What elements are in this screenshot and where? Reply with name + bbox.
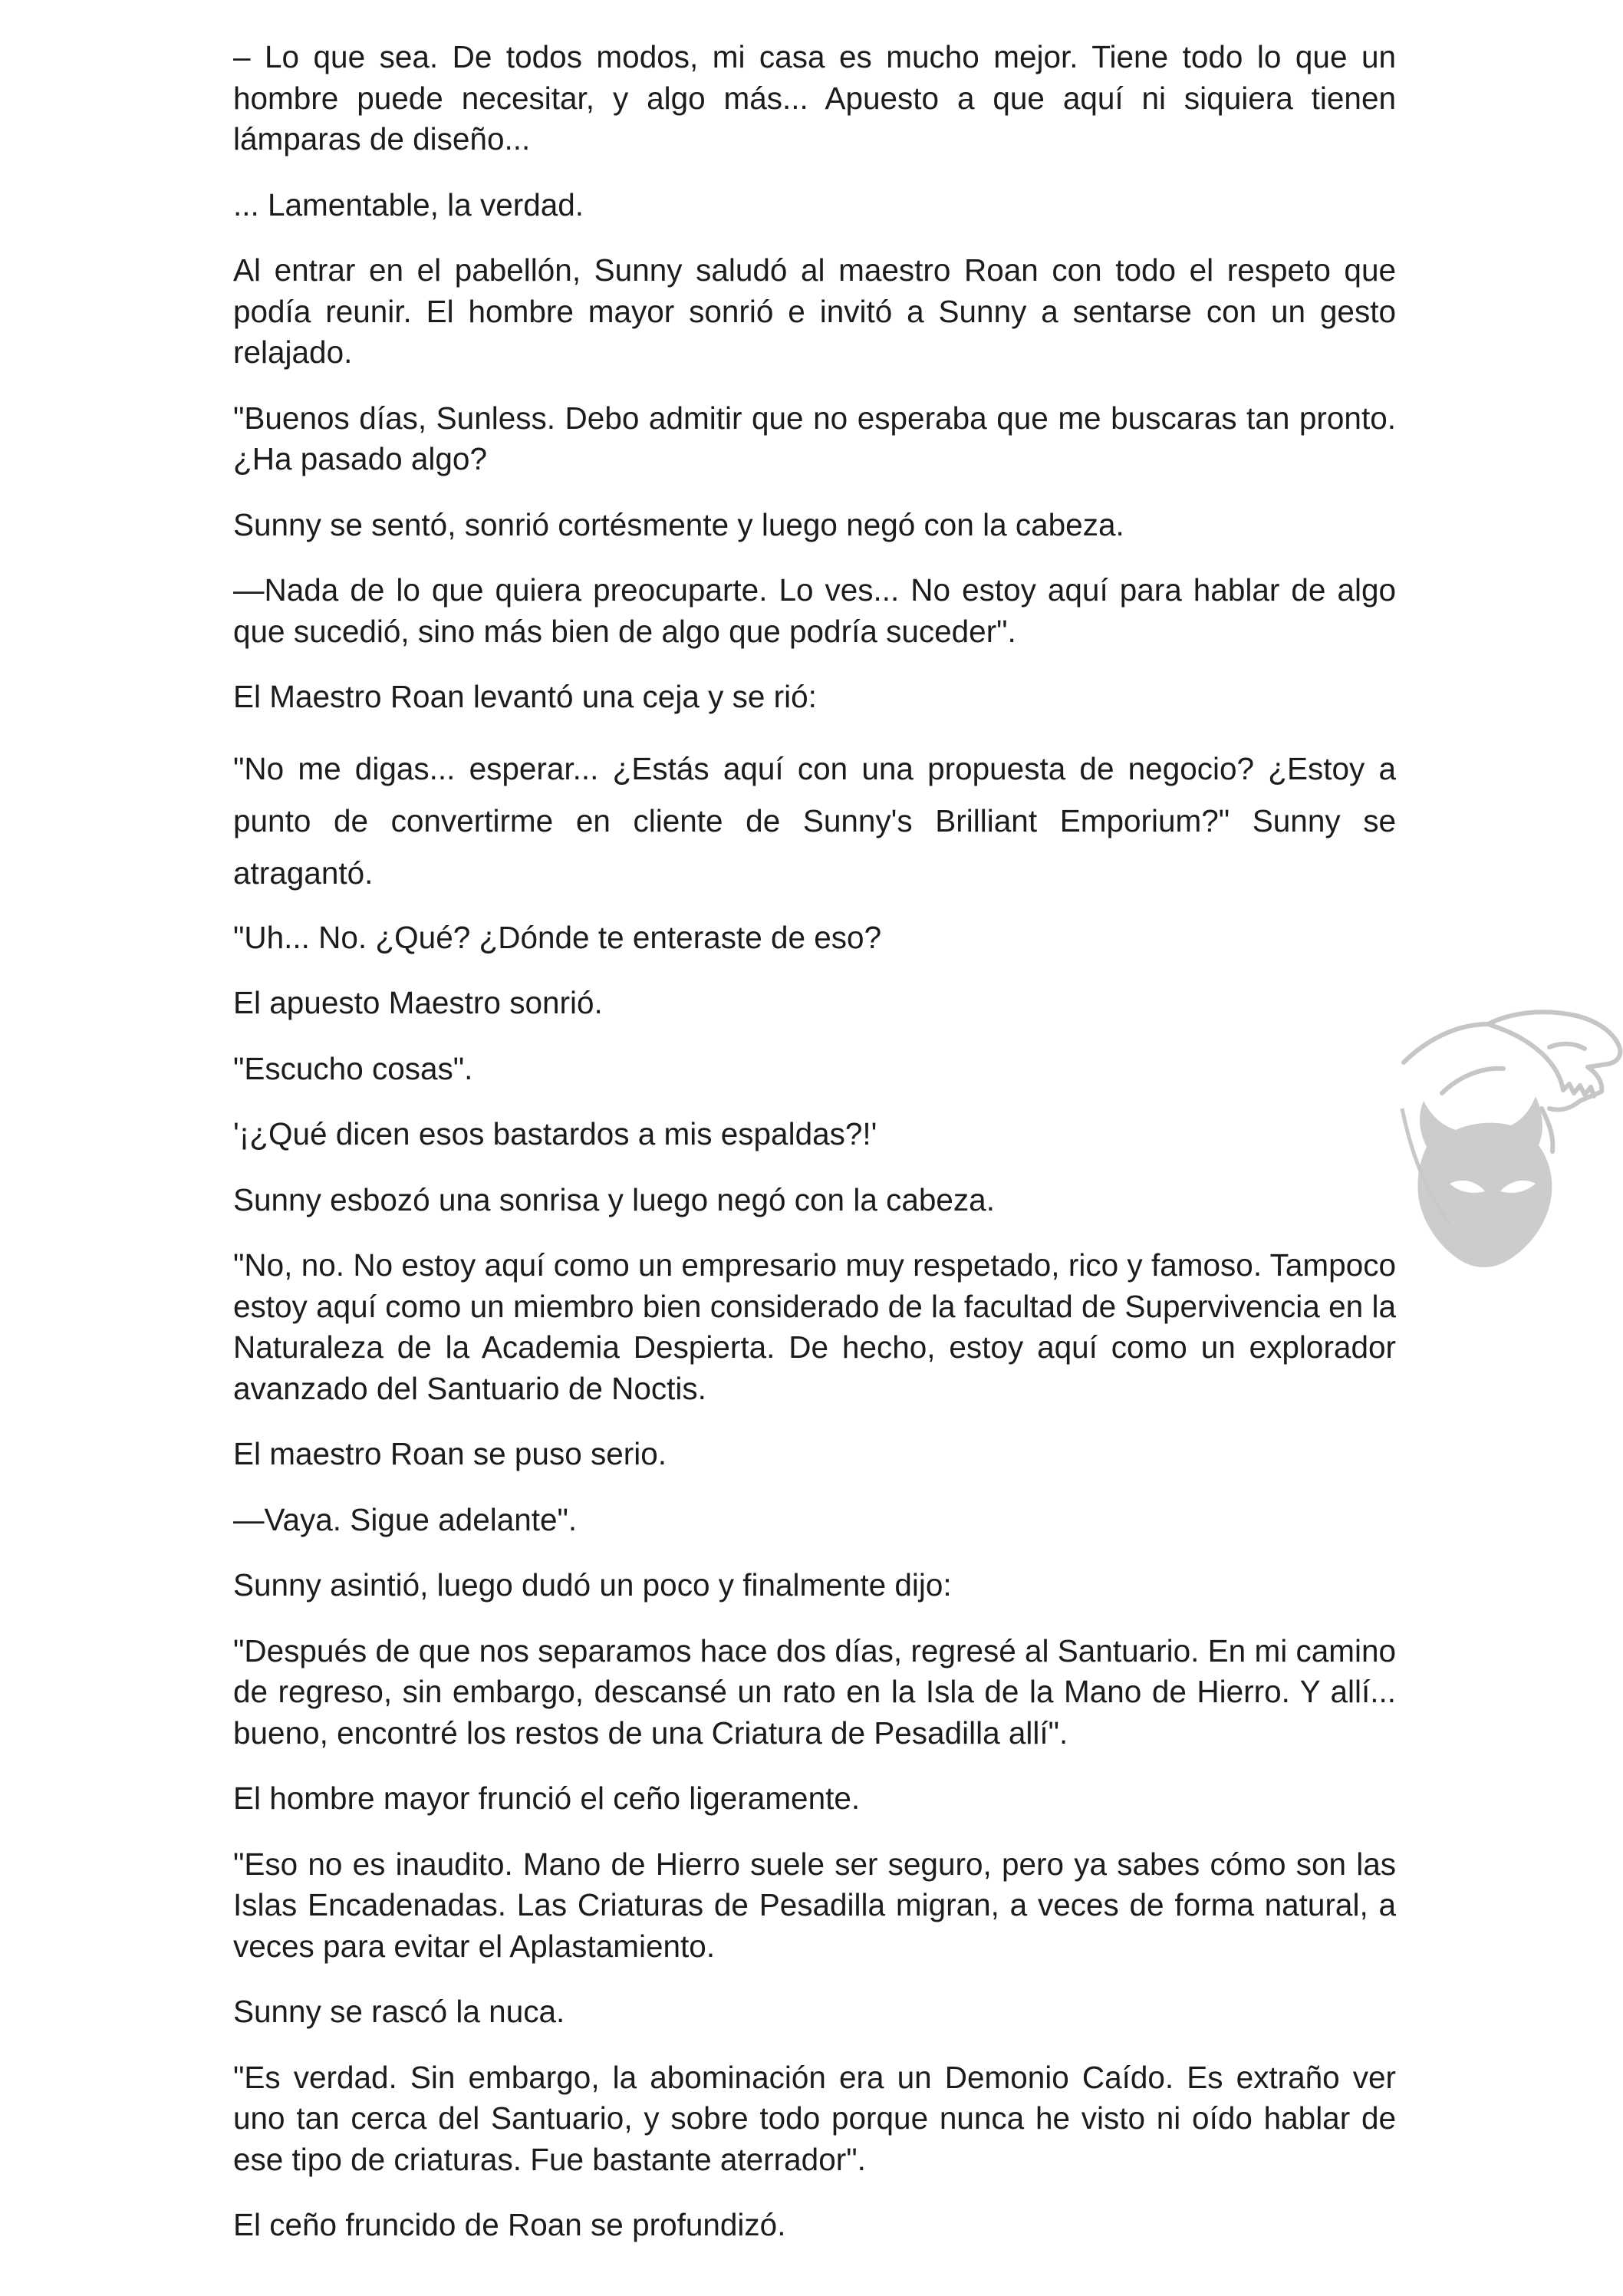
dinosaur-devil-logo-icon xyxy=(1396,993,1623,1293)
paragraph-15: El maestro Roan se puso serio. xyxy=(233,1436,667,1471)
paragraph-16: —Vaya. Sigue adelante". xyxy=(233,1501,578,1537)
paragraph-18: "Después de que nos separamos hace dos días, regresé al Santuario. En mi camino de regreso, sin embargo, descansé un rato en la Isla de la Mano de Hierro. Y allí... bueno, encontré los restos de una Criatura de Pesadilla allí". xyxy=(233,1632,1396,1751)
paragraph-4: "Buenos días, Sunless. Debo admitir que no esperaba que me buscaras tan pronto. ¿Ha pasado algo? xyxy=(233,400,1396,476)
document-page xyxy=(233,37,1396,2271)
paragraph-9: "Uh... No. ¿Qué? ¿Dónde te enteraste de eso? xyxy=(233,919,882,955)
paragraph-5: Sunny se sentó, sonrió cortésmente y luego negó con la cabeza. xyxy=(233,506,1124,542)
paragraph-8: "No me digas... esperar... ¿Estás aquí con una propuesta de negocio? ¿Estoy a punto de convertirme en cliente de Sunny's Brilliant Emporium?" Sunny se atragantó. xyxy=(233,750,1396,891)
paragraph-20: "Eso no es inaudito. Mano de Hierro suele ser seguro, pero ya sabes cómo son las Islas Encadenadas. Las Criaturas de Pesadilla migran, a veces de forma natural, a veces para evitar el Aplastamiento. xyxy=(233,1846,1396,1964)
paragraph-6: —Nada de lo que quiera preocuparte. Lo ves... No estoy aquí para hablar de algo que sucedió, sino más bien de algo que podría suceder". xyxy=(233,572,1396,649)
paragraph-2: ... Lamentable, la verdad. xyxy=(233,186,584,222)
paragraph-12: '¡¿Qué dicen esos bastardos a mis espaldas?!' xyxy=(233,1116,877,1151)
paragraph-14: "No, no. No estoy aquí como un empresario muy respetado, rico y famoso. Tampoco estoy aquí como un miembro bien considerado de la facultad de Supervivencia en la Naturaleza de la Academia Despierta. De hecho, estoy aquí como un explorador avanzado del Santuario de Noctis. xyxy=(233,1247,1396,1406)
paragraph-19: El hombre mayor frunció el ceño ligeramente. xyxy=(233,1780,861,1816)
paragraph-10: El apuesto Maestro sonrió. xyxy=(233,985,603,1020)
paragraph-21: Sunny se rascó la nuca. xyxy=(233,1994,565,2029)
paragraph-13: Sunny esbozó una sonrisa y luego negó con la cabeza. xyxy=(233,1181,995,1217)
paragraph-23: El ceño fruncido de Roan se profundizó. xyxy=(233,2207,786,2242)
paragraph-11: "Escucho cosas". xyxy=(233,1050,473,1086)
paragraph-1: – Lo que sea. De todos modos, mi casa es mucho mejor. Tiene todo lo que un hombre puede necesitar, y algo más... Apuesto a que aquí ni siquiera tienen lámparas de diseño... xyxy=(233,39,1396,156)
paragraph-7: El Maestro Roan levantó una ceja y se rió: xyxy=(233,679,817,714)
paragraph-17: Sunny asintió, luego dudó un poco y finalmente dijo: xyxy=(233,1567,952,1603)
paragraph-3: Al entrar en el pabellón, Sunny saludó al maestro Roan con todo el respeto que podía reunir. El hombre mayor sonrió e invitó a Sunny a sentarse con un gesto relajado. xyxy=(233,252,1396,370)
paragraph-22: "Es verdad. Sin embargo, la abominación era un Demonio Caído. Es extraño ver uno tan cerca del Santuario, y sobre todo porque nunca he visto ni oído hablar de ese tipo de criaturas. Fue bastante aterrador". xyxy=(233,2059,1396,2177)
